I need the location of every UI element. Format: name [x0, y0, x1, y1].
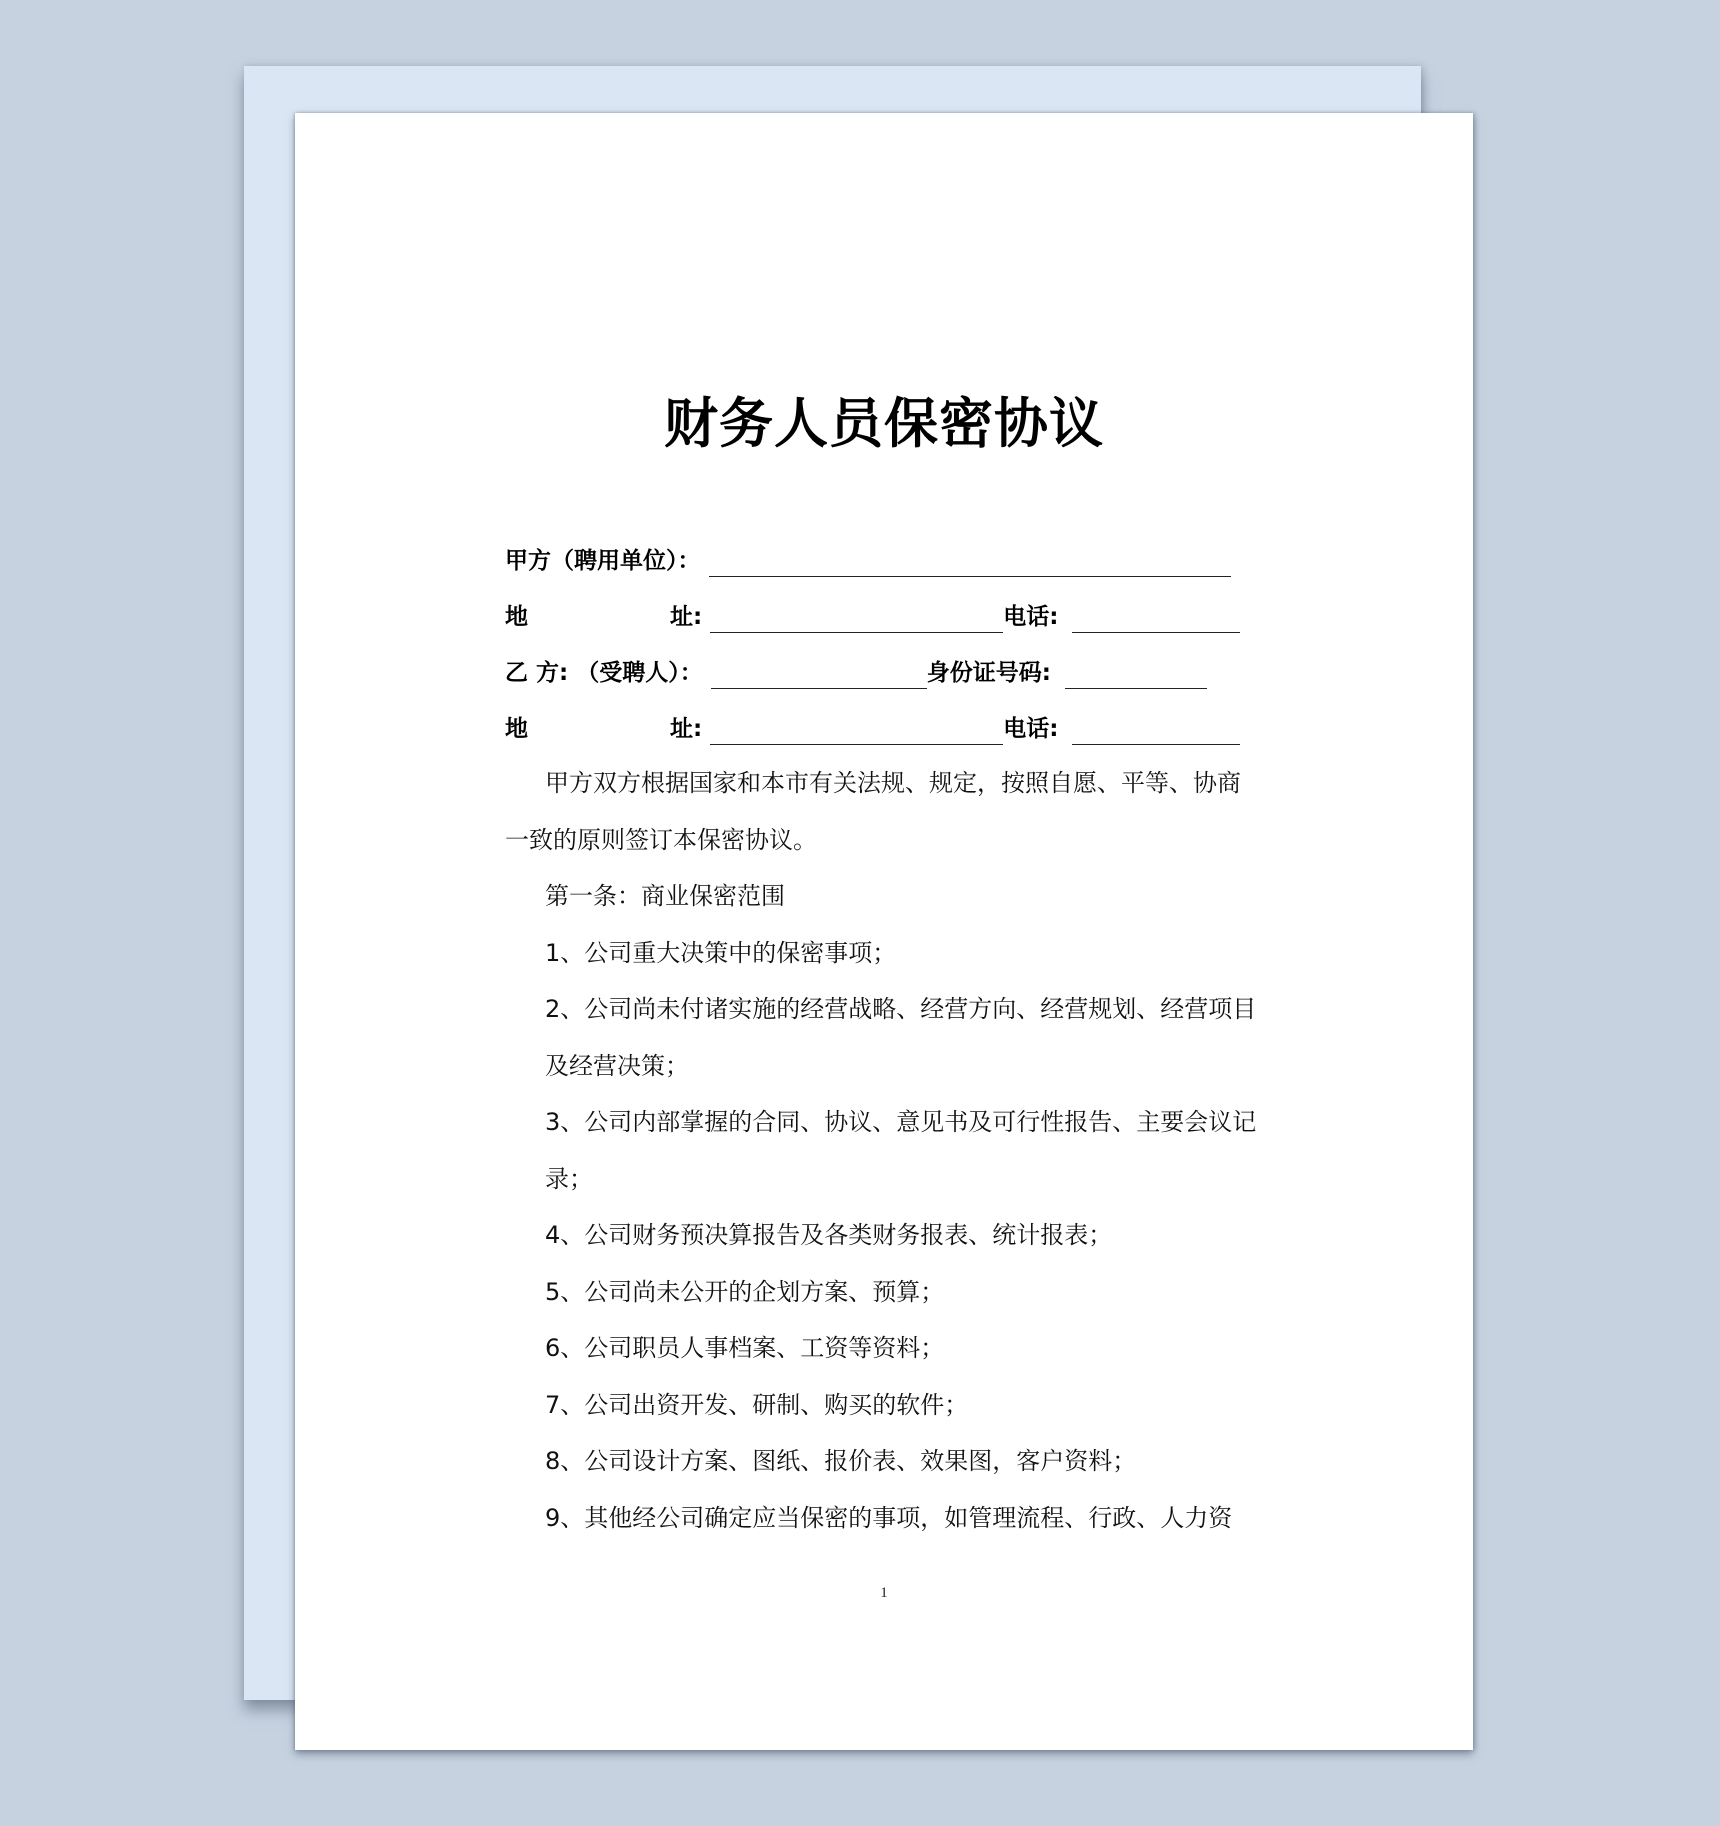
intro-paragraph — [505, 755, 1257, 868]
address-a-row — [505, 581, 1257, 637]
list-item: 3、公司内部掌握的合同、协议、意见书及可行性报告、主要会议记录； — [545, 1108, 1257, 1193]
id-number-label: 身份证号码: — [926, 660, 1051, 686]
intro-text: 甲方双方根据国家和本市有关法规、规定，按照自愿、平等、协商一致的原则签订本保密协议。 — [505, 769, 1241, 854]
id-number-field[interactable] — [1065, 658, 1207, 689]
list-item: 4、公司财务预决算报告及各类财务报表、统计报表； — [545, 1221, 1113, 1249]
party-b-row — [505, 637, 1257, 693]
list-item: 7、公司出资开发、研制、购买的软件； — [545, 1390, 969, 1419]
phone-b-field[interactable] — [1072, 714, 1240, 745]
address-b-row — [505, 693, 1257, 749]
party-b-label: 乙 方: （受聘人）： — [505, 660, 703, 686]
party-b-field[interactable] — [711, 658, 927, 689]
document-title: 财务人员保密协议 — [664, 392, 1104, 455]
address-b-field[interactable] — [710, 714, 1003, 745]
address-a-field[interactable] — [710, 602, 1003, 633]
phone-b-label: 电话: — [1003, 716, 1059, 742]
section-title: 第一条：商业保密范围 — [545, 882, 785, 910]
phone-a-label: 电话: — [1003, 604, 1059, 630]
address-a-label-end: 址: — [670, 604, 703, 630]
list-item: 5、公司尚未公开的企划方案、预算； — [545, 1277, 945, 1306]
list-item: 2、公司尚未付诸实施的经营战略、经营方向、经营规划、经营项目及经营决策； — [545, 995, 1257, 1080]
document-page — [295, 113, 1473, 1750]
address-b-label-end: 址: — [670, 716, 703, 742]
phone-a-field[interactable] — [1072, 602, 1240, 633]
address-b-label-start: 地 — [505, 716, 528, 742]
party-a-field[interactable] — [709, 546, 1231, 577]
list-item: 9、其他经公司确定应当保密的事项，如管理流程、行政、人力资 — [545, 1503, 1233, 1532]
list-item: 8、公司设计方案、图纸、报价表、效果图，客户资料； — [545, 1447, 1137, 1475]
party-a-label: 甲方（聘用单位）： — [505, 548, 701, 574]
document-body — [505, 525, 1257, 1546]
list-item: 6、公司职员人事档案、工资等资料； — [545, 1334, 945, 1362]
page-number: 1 — [880, 1585, 888, 1601]
party-a-row — [505, 525, 1257, 581]
address-a-label-start: 地 — [505, 604, 528, 630]
list-item: 1、公司重大决策中的保密事项； — [545, 938, 897, 967]
